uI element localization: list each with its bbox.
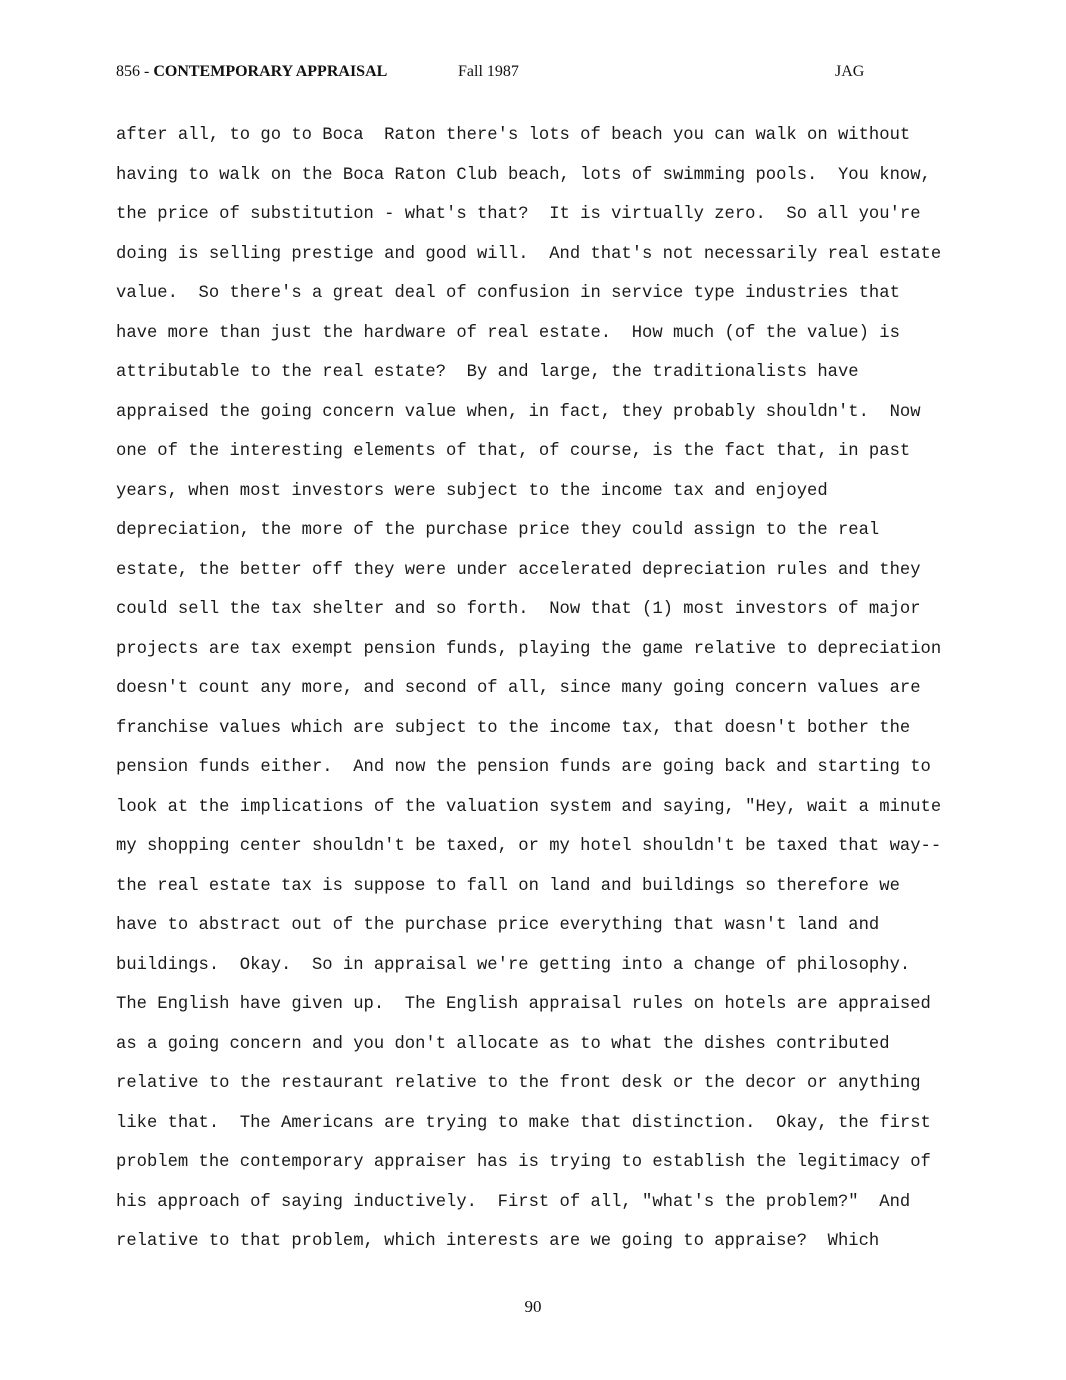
page-number: 90 bbox=[524, 1297, 542, 1316]
text-line: after all, to go to Boca Raton there's lots of beach you can walk on without bbox=[116, 126, 911, 145]
course-title bbox=[116, 63, 387, 81]
text-line: estate, the better off they were under accelerated depreciation rules and they bbox=[116, 560, 921, 580]
text-line: the real estate tax is suppose to fall on land and buildings so therefore we bbox=[116, 876, 900, 896]
text-line: doesn't count any more, and second of all, since many going concern values are bbox=[116, 679, 921, 698]
text-line: could sell the tax shelter and so forth. Now that (1) most investors of major bbox=[116, 600, 921, 619]
text-line: franchise values which are subject to the income tax, that doesn't bother the bbox=[116, 718, 911, 738]
text-line: problem the contemporary appraiser has is trying to establish the legitimacy of bbox=[116, 1153, 931, 1172]
text-line: doing is selling prestige and good will. And that's not necessarily real estate bbox=[116, 244, 942, 264]
text-line: relative to the restaurant relative to the front desk or the decor or anything bbox=[116, 1074, 921, 1093]
text-line: value. So there's a great deal of confusion in service type industries that bbox=[116, 284, 900, 303]
text-line: his approach of saying inductively. First of all, "what's the problem?" And bbox=[116, 1192, 911, 1212]
text-line: look at the implications of the valuation system and saying, "Hey, wait a minute bbox=[116, 797, 942, 817]
text-line: as a going concern and you don't allocate as to what the dishes contributed bbox=[116, 1034, 890, 1054]
text-line: having to walk on the Boca Raton Club beach, lots of swimming pools. You know, bbox=[116, 165, 931, 185]
course-name: CONTEMPORARY APPRAISAL bbox=[153, 63, 388, 80]
text-line: have more than just the hardware of real estate. How much (of the value) is bbox=[116, 323, 900, 343]
text-line: pension funds either. And now the pension funds are going back and starting to bbox=[116, 758, 931, 777]
text-line: The English have given up. The English appraisal rules on hotels are appraised bbox=[116, 995, 931, 1014]
text-line: attributable to the real estate? By and large, the traditionalists have bbox=[116, 363, 859, 382]
text-line: projects are tax exempt pension funds, playing the game relative to depreciation bbox=[116, 639, 942, 659]
text-line: depreciation, the more of the purchase price they could assign to the real bbox=[116, 521, 880, 540]
text-line: the price of substitution - what's that? It is virtually zero. So all you're bbox=[116, 205, 921, 224]
text-line: buildings. Okay. So in appraisal we're getting into a change of philosophy. bbox=[116, 955, 911, 975]
text-line: years, when most investors were subject to the income tax and enjoyed bbox=[116, 481, 828, 501]
text-line: appraised the going concern value when, in fact, they probably shouldn't. Now bbox=[116, 402, 921, 422]
transcript-text bbox=[116, 124, 966, 1270]
page-header bbox=[116, 63, 976, 85]
author-initials: JAG bbox=[835, 63, 865, 80]
text-line: one of the interesting elements of that, of course, is the fact that, in past bbox=[116, 442, 911, 461]
text-line: my shopping center shouldn't be taxed, or my hotel shouldn't be taxed that way-- bbox=[116, 837, 942, 856]
text-line: relative to that problem, which interests are we going to appraise? Which bbox=[116, 1232, 880, 1251]
term-label: Fall 1987 bbox=[458, 63, 519, 80]
course-number: 856 - bbox=[116, 63, 154, 80]
text-line: like that. The Americans are trying to make that distinction. Okay, the first bbox=[116, 1113, 931, 1133]
text-line: have to abstract out of the purchase price everything that wasn't land and bbox=[116, 916, 880, 935]
